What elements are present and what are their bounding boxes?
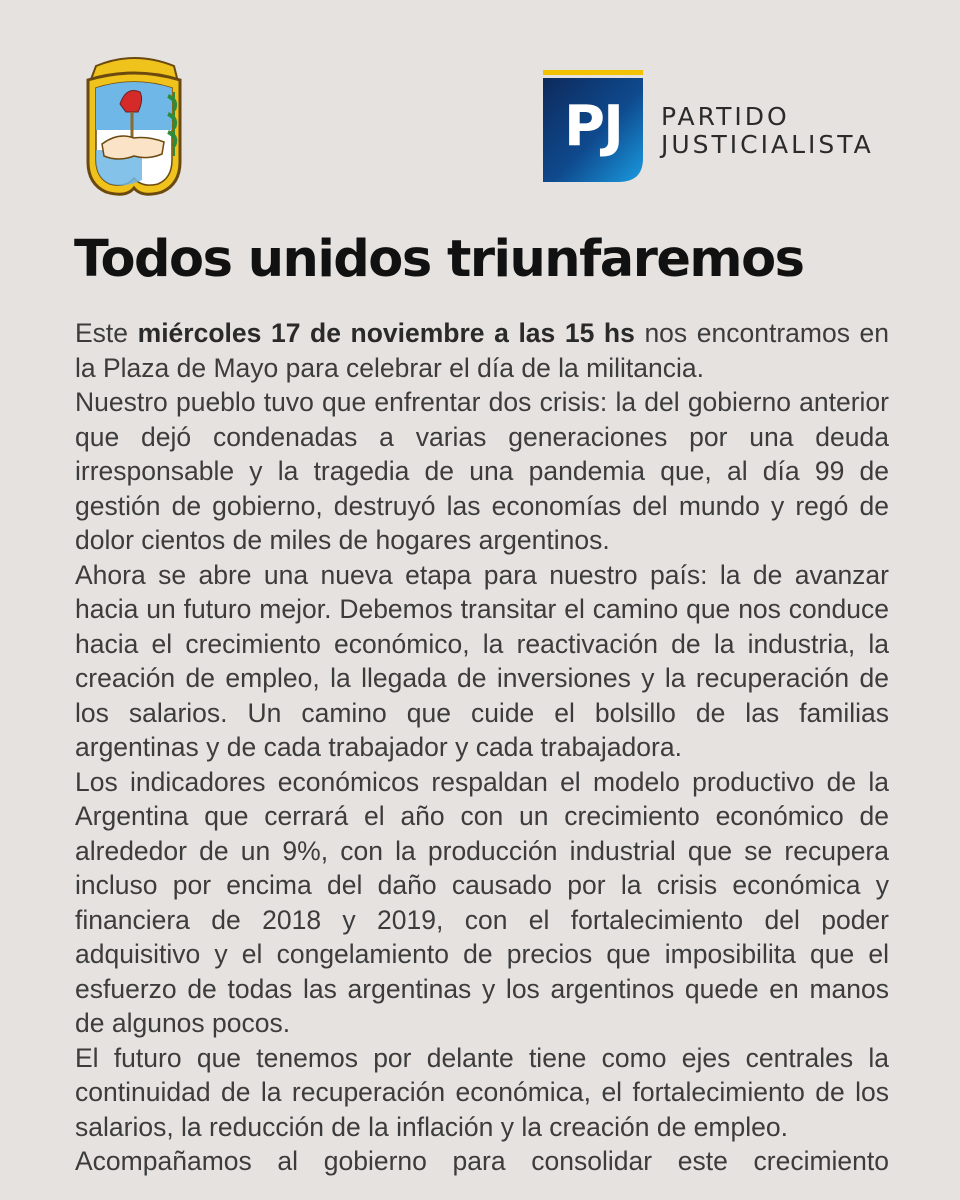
pj-name-line1: PARTIDO [661, 102, 790, 131]
paragraph-truncated: Acompañamos al gobierno para consolidar este crecimiento [75, 1146, 889, 1176]
intro-paragraph [75, 316, 889, 385]
pj-wordmark [661, 103, 874, 159]
paragraph: El futuro que tenemos por delante tiene como ejes centrales la continuidad de la recuperación económica, el fortalecimiento de los salarios, la reducción de la inflación y la creación de empleo. [75, 1042, 889, 1142]
paragraph: Ahora se abre una nueva etapa para nuestro país: la de avanzar hacia un futuro mejor. Debemos transitar el camino que nos conduce hacia el crecimiento económico, la reactivación de la industria, la creación de empleo, la llegada de inversiones y la recuperación de los salarios. Un camino que cuide el bolsillo de las familias argentinas y de cada trabajador y cada trabajadora. [75, 559, 889, 762]
page-title: Todos unidos triunfaremos [74, 230, 804, 289]
header [0, 0, 960, 220]
paragraph: Nuestro pueblo tuvo que enfrentar dos crisis: la del gobierno anterior que dejó condenadas a varias generaciones por una deuda irresponsable y la tragedia de una pandemia que, al día 99 de gestión de gobierno, destruyó las economías del mundo y regó de dolor cientos de miles de hogares argentinos. [75, 387, 889, 555]
intro-rest: nos encontramos en la Plaza de Mayo para celebrar el día de la militancia. [75, 318, 890, 383]
pj-shield-icon [82, 52, 186, 200]
intro-lead: Este [75, 318, 138, 348]
pj-logo [543, 70, 903, 182]
pj-name-line2: JUSTICIALISTA [661, 130, 874, 159]
event-date: miércoles 17 de noviembre a las 15 hs [137, 318, 635, 348]
statement-body [75, 316, 889, 1179]
paragraph: Los indicadores económicos respaldan el modelo productivo de la Argentina que cerrará el año con un crecimiento económico de alrededor de un 9%, con la producción industrial que se recupera incluso por encima del daño causado por la crisis económica y financiera de 2018 y 2019, con el fortalecimiento del poder adquisitivo y el congelamiento de precios que imposibilita que el esfuerzo de todas las argentinas y los argentinos quede en manos de algunos pocos. [75, 766, 889, 1038]
pj-mark-icon [543, 70, 643, 182]
pj-mark-letters: PJ [564, 93, 622, 159]
